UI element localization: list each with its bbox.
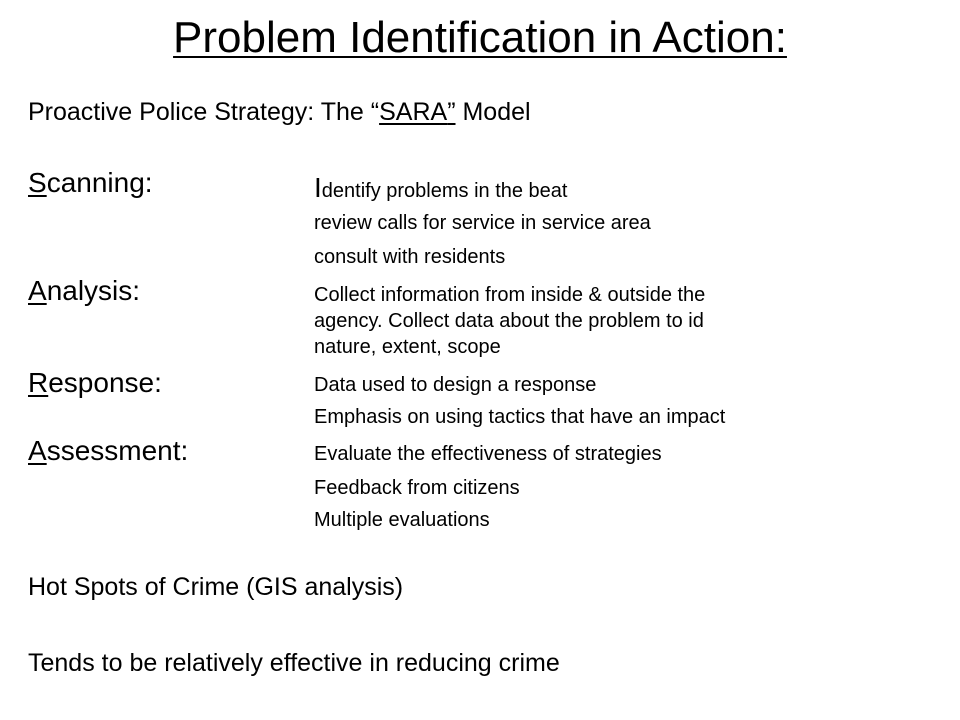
step-term-analysis: Analysis: [28,275,141,306]
analysis-line-3: nature, extent, scope [314,336,501,358]
scanning-line-1: Identify problems in the beat [314,172,568,203]
step-term-response: Response: [28,367,162,398]
step-term-scanning: Scanning: [28,167,153,198]
step-term-assessment: Assessment: [28,435,189,466]
response-line-2: Emphasis on using tactics that have an impact [314,406,726,428]
analysis-line-1: Collect information from inside & outside the [314,284,706,306]
slide-title: Problem Identification in Action: [173,13,787,62]
assessment-line-3: Multiple evaluations [314,509,490,531]
subtitle [28,96,531,128]
assessment-line-2: Feedback from citizens [314,477,520,499]
hot-spots-text: Hot Spots of Crime (GIS analysis) [28,573,404,601]
scanning-line-2: review calls for service in service area [314,212,651,234]
assessment-line-1: Evaluate the effectiveness of strategies [314,443,662,465]
sara-acronym: SARA” [379,98,456,126]
response-line-1: Data used to design a response [314,374,597,396]
subtitle-prefix: Proactive Police Strategy: The “ [28,98,380,126]
conclusion-text: Tends to be relatively effective in reducing crime [28,649,560,677]
subtitle-suffix: Model [455,98,531,126]
analysis-line-2: agency. Collect data about the problem to id [314,310,704,332]
scanning-line-3: consult with residents [314,246,506,268]
